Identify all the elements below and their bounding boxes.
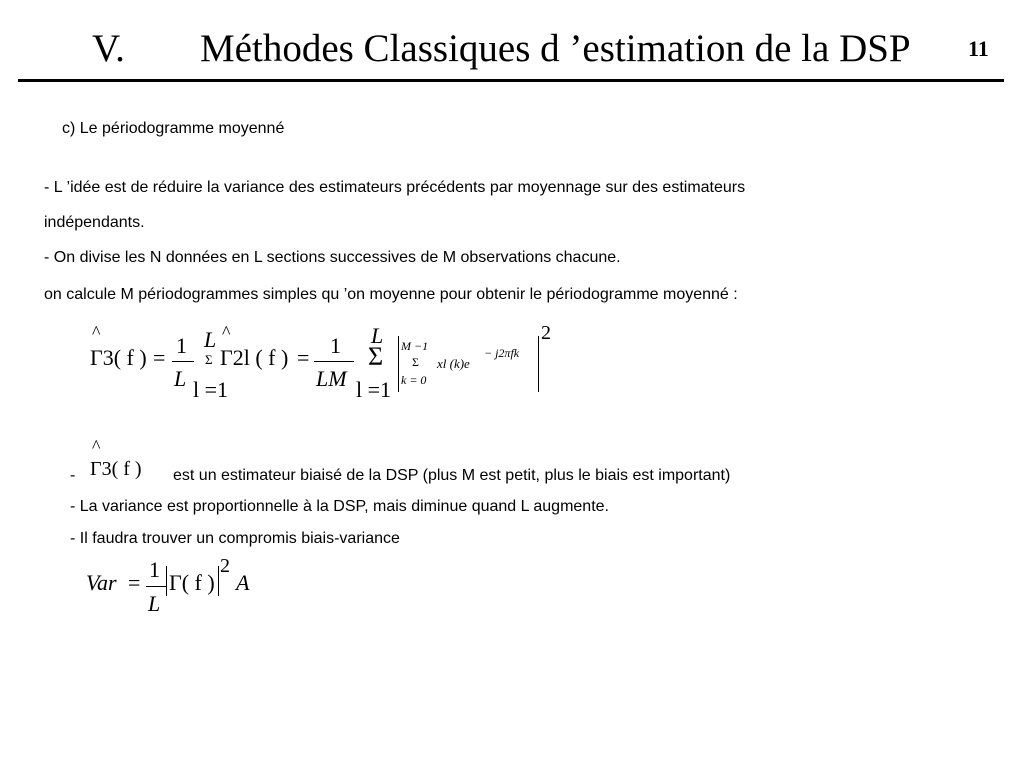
- bullet-dash: -: [70, 467, 76, 484]
- abs-bar-left: [398, 336, 399, 392]
- paragraph-1-line-1: - L ’idée est de réduire la variance des estimateurs précédents par moyennage sur des estimateurs: [44, 179, 746, 196]
- power-2b: 2: [220, 555, 230, 577]
- slide-title: [92, 26, 911, 71]
- hat-symbol-2: ^: [222, 322, 231, 342]
- exponent: − j2πfk: [484, 346, 520, 360]
- abs-bar-right-2: [218, 566, 219, 596]
- sum-lower-limit: l =1: [193, 377, 229, 402]
- fraction3-bar: [146, 586, 166, 587]
- sigma-symbol: Σ: [205, 352, 213, 367]
- equals-sign-3: =: [128, 570, 141, 595]
- fraction-numerator: 1: [176, 333, 187, 358]
- fraction2-bar: [314, 361, 354, 362]
- abs-bar-right: [538, 336, 539, 392]
- sum2-lower-limit: l =1: [356, 377, 392, 402]
- gamma2l-term: Γ2l ( f ): [220, 345, 289, 370]
- hat-symbol-3: ^: [92, 436, 101, 456]
- subheading: c) Le périodogramme moyenné: [62, 120, 285, 137]
- sum-upper-limit: L: [204, 327, 217, 352]
- paragraph-3: on calcule M périodogrammes simples qu ’on moyenne pour obtenir le périodogramme moyenné :: [44, 286, 738, 303]
- fraction3-numerator: 1: [149, 557, 160, 582]
- inner-term: xl (k)e: [437, 356, 470, 371]
- lhs-gamma3: Γ3( f ): [90, 345, 147, 370]
- fraction2-numerator: 1: [330, 333, 341, 358]
- var-label: Var: [86, 570, 117, 595]
- title-divider: [18, 79, 1004, 82]
- gamma-term: Γ( f ): [169, 570, 215, 595]
- fraction2-denominator: LM: [316, 366, 347, 391]
- paragraph-1-line-2: indépendants.: [44, 214, 145, 231]
- gamma3-inline: Γ3( f ): [90, 458, 142, 480]
- constant-a: A: [236, 570, 250, 595]
- fraction3-denominator: L: [148, 591, 161, 616]
- paragraph-2: - On divise les N données en L sections successives de M observations chacune.: [44, 249, 621, 266]
- page-number: 11: [968, 36, 989, 61]
- fraction-bar: [172, 361, 194, 362]
- bullet-2: - La variance est proportionnelle à la DSP, mais diminue quand L augmente.: [70, 498, 609, 515]
- title-text: Méthodes Classiques d ’estimation de la DSP: [200, 27, 911, 70]
- sum2-upper-limit: L: [371, 323, 384, 348]
- inner-sum-upper: M −1: [401, 339, 429, 353]
- abs-bar-left-2: [166, 566, 167, 596]
- bullet-1: est un estimateur biaisé de la DSP (plus M est petit, plus le biais est important): [173, 467, 731, 484]
- equals-sign-2: =: [297, 345, 310, 370]
- inner-sum-lower: k = 0: [401, 373, 427, 387]
- hat-symbol: ^: [92, 322, 101, 342]
- power-2: 2: [541, 322, 551, 344]
- inner-sigma: Σ: [412, 355, 419, 369]
- equals-sign: =: [153, 345, 166, 370]
- section-number: V.: [92, 27, 125, 70]
- bullet-3: - Il faudra trouver un compromis biais-variance: [70, 530, 400, 547]
- sigma-symbol-2: Σ: [368, 342, 384, 371]
- fraction-denominator: L: [174, 366, 187, 391]
